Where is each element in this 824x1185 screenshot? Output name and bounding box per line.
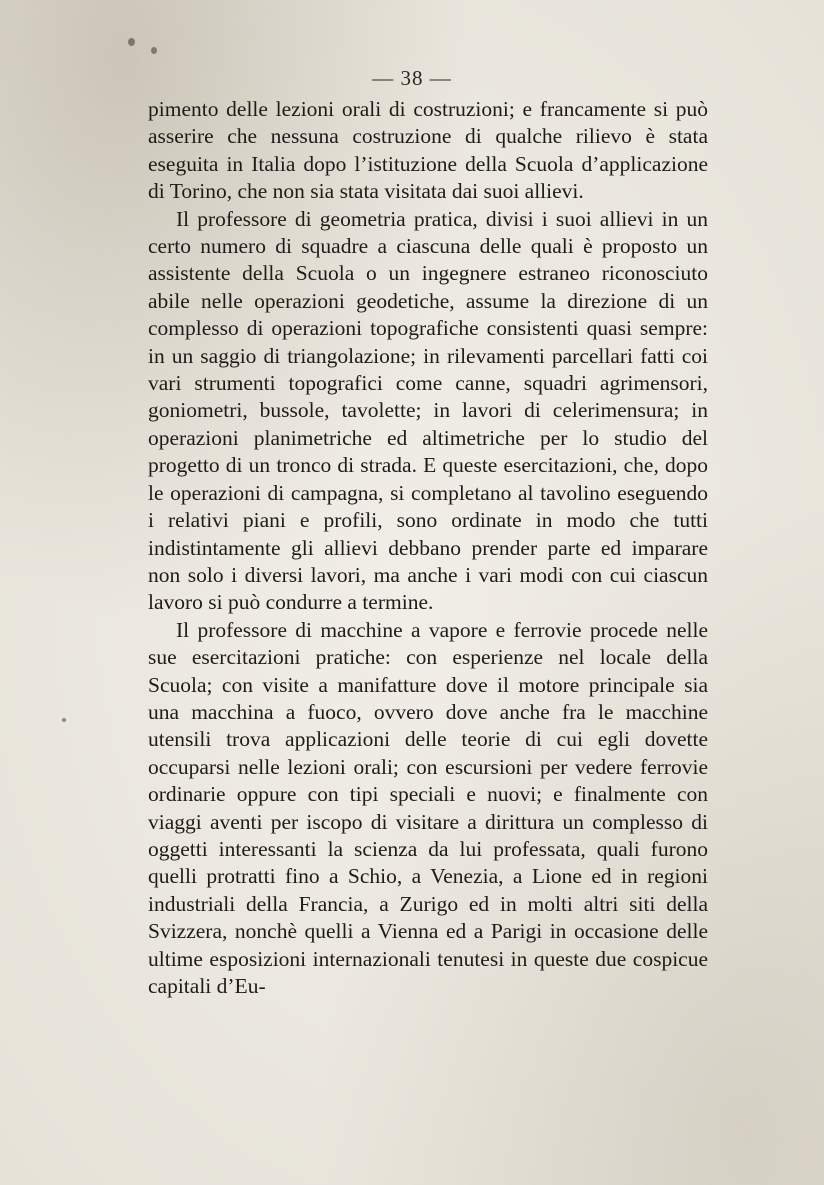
ink-speck	[128, 38, 135, 46]
ink-speck	[62, 718, 66, 722]
paragraph-1: pimento delle lezioni orali di costruzioni; e francamente si può asserire che nessuna costruzione di qualche rilievo è stata eseguita in Italia dopo l’istituzione della Scuola d’applicazione di Torino, che non sia stata visitata dai suoi allievi.	[148, 97, 708, 204]
body-text	[148, 96, 708, 1000]
page-number: — 38 —	[372, 66, 452, 90]
paragraph-2: Il professore di geometria pratica, divisi i suoi allievi in un certo numero di squadre a ciascuna delle quali è proposto un assistente della Scuola o un ingegnere estraneo riconosciuto abile nelle operazioni geodetiche, assume la direzione di un complesso di operazioni topografiche consistenti quasi sempre: in un saggio di triangolazione; in rilevamenti parcellari fatti coi vari strumenti topografici come canne, squadri agrimensori, goniometri, bussole, tavolette; in lavori di celerimensura; in operazioni planimetriche ed altimetriche per lo studio del progetto di un tronco di strada. E queste esercitazioni, che, dopo le operazioni di campagna, si completano al tavolino eseguendo i relativi piani e profili, sono ordinate in modo che tutti indistintamente gli allievi debbano prender parte ed imparare non solo i diversi lavori, ma anche i vari modi con cui ciascun lavoro si può condurre a termine.	[148, 206, 708, 615]
ink-speck	[151, 47, 157, 54]
paragraph-3: Il professore di macchine a vapore e ferrovie procede nelle sue esercitazioni pratiche: con esperienze nel locale della Scuola; con visite a manifatture dove il motore principale sia una macchina a fuoco, ovvero dove anche fra le macchine utensili trova applicazioni delle teorie di cui egli dovette occuparsi nelle lezioni orali; con escursioni per vedere ferrovie ordinarie oppure con tipi speciali e nuovi; e finalmente con viaggi aventi per iscopo di visitare a dirittura un complesso di oggetti interessanti la scienza da lui professata, quali furono quelli protratti fino a Schio, a Venezia, a Lione ed in regioni industriali della Francia, a Zurigo ed in molti altri siti della Svizzera, nonchè quelli a Vienna ed a Parigi in occasione delle ultime esposizioni internazionali tenutesi in queste due cospicue capitali d’Eu-	[148, 617, 708, 998]
